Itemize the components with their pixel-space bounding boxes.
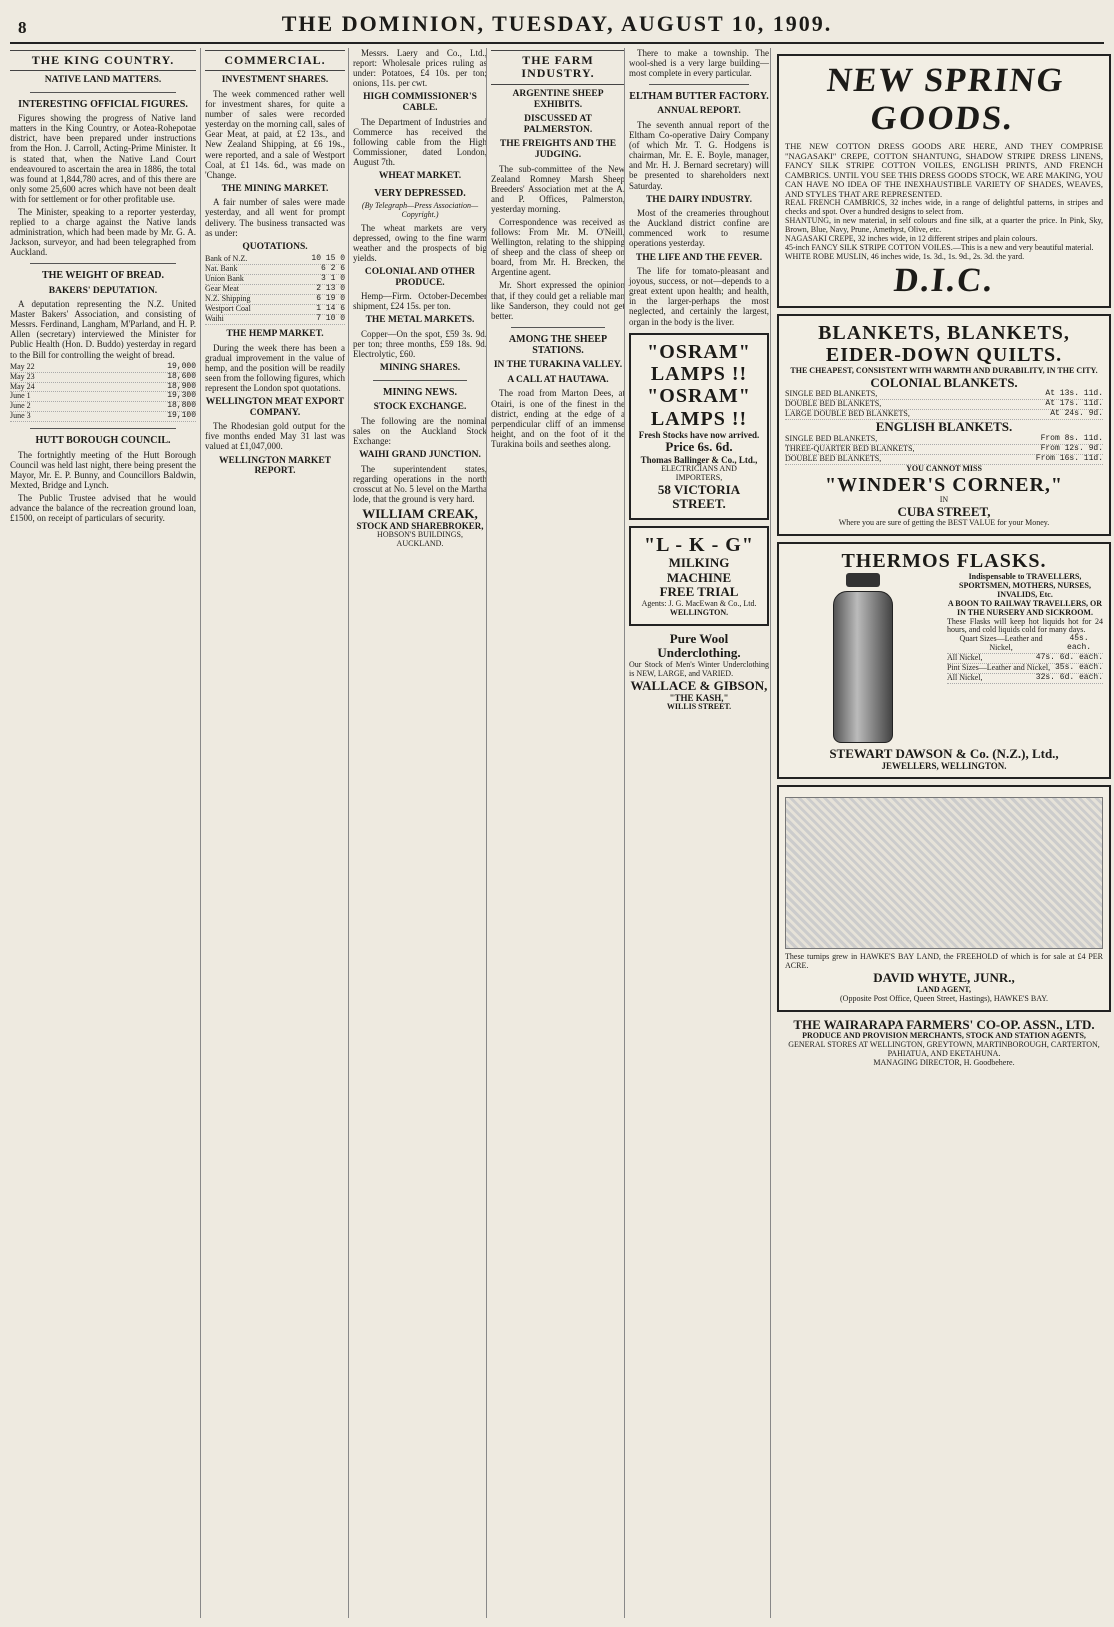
turnips-body: These turnips grew in HAWKE'S BAY LAND, the FREEHOLD of which is for sale at £4 PER ACRE. [785,952,1103,971]
divider [511,327,605,328]
spring-body: THE NEW COTTON DRESS GOODS ARE HERE, AND THEY COMPRISE "NAGASAKI" CREPE, COTTON SHANTUNG, SHADOW STRIPE DRESS LINENS, FANCY SILK STRIPE COTTON VOILES, ENGLISH PRINTS, AND FRENCH CAMBRICS. UNTIL YOU SEE THIS DRESS GOODS STOCK, WE ARE MAKING, YOU CAN HAVE NO IDEA OF THE INEXHAUSTIBLE VARIETY OF SHADES, WEAVES, AND STYLES THAT ARE REPRESENTED. [785,141,1103,199]
paragraph: Correspondence was received as follows: From Mr. M. O'Neill, Wellington, relating to the shipping of sheep and the class of sheep on board, from Mr. H. Brecken, the Argentine agent. [491,217,625,278]
paragraph: The Public Trustee advised that he would advance the balance of the recreation ground loan, £1500, on receipt of particulars of security. [10,492,196,523]
broker-address: HOBSON'S BUILDINGS, AUCKLAND. [377,530,463,549]
subheading: MINING SHARES. [379,363,461,374]
turnips-image [785,797,1103,949]
thermos-shop: STEWART DAWSON & Co. (N.Z.), Ltd., [829,745,1059,761]
table-row: Pint Sizes—Leather and Nickel, 35s. each. [947,663,1103,673]
headline: ELTHAM BUTTER FACTORY. [629,91,769,103]
thermos-city: JEWELLERS, WELLINGTON. [881,761,1007,772]
wairarapa-branches: GENERAL STORES AT WELLINGTON, GREYTOWN, MARTINBOROUGH, CARTERTON, PAHIATUA, AND EKETAHUNA. [788,1040,1100,1059]
table-row: THREE-QUARTER BED BLANKETS, From 12s. 9d. [785,443,1103,453]
subheading: THE METAL MARKETS. [365,315,475,326]
table-row: Quart Sizes—Leather and Nickel, 45s. each. [947,635,1103,654]
colonial-heading: COLONIAL BLANKETS. [870,374,1018,390]
flour-table [10,363,196,423]
blankets-in: IN [939,494,949,504]
paragraph: During the week there has been a gradual improvement in the value of hemp, and the position will be readily seen from the following figures, which represent the London spot quotations. [205,342,345,393]
table-row: Bank of N.Z. 10 15 0 [205,254,345,264]
thermos-ad [777,542,1111,779]
table-row: All Nickel, 47s. 6d. each. [947,653,1103,663]
english-heading: ENGLISH BLANKETS. [875,419,1013,435]
wairarapa-sub: PRODUCE AND PROVISION MERCHANTS, STOCK AND STATION AGENTS, [802,1031,1086,1041]
section-heading: THE KING COUNTRY. [10,50,196,71]
under-shop-alias: "THE KASH," [669,693,729,704]
lamp-address: 58 VICTORIA STREET. [657,481,741,512]
column-markets [348,48,487,1618]
column-dairy [624,48,769,1618]
quilts-title: EIDER-DOWN QUILTS. [825,344,1063,367]
paragraph: A fair number of sales were made yesterday, and all went for prompt delivery. The business transacted was as under: [205,197,345,238]
section-heading: COMMERCIAL. [205,50,345,71]
blankets-where: Where you are sure of getting the BEST VALUE for your Money. [838,518,1050,528]
table-row: All Nickel, 32s. 6d. each. [947,673,1103,683]
byline: (By Telegraph—Press Association—Copyright.) [361,200,479,219]
subheading: IN THE TURAKINA VALLEY. [493,360,623,371]
wairarapa-title: THE WAIRARAPA FARMERS' CO-OP. ASSN., LTD. [793,1016,1095,1032]
table-row: May 24 18,900 [10,381,196,391]
section-heading: THE FARM INDUSTRY. [491,50,625,85]
dic-logo: D.I.C. [892,261,996,299]
subheading: COLONIAL AND OTHER PRODUCE. [364,266,476,288]
divider [373,380,467,381]
divider [30,92,176,93]
spring-item: REAL FRENCH CAMBRICS, 32 inches wide, in a range of delightful patterns, in stripes and checks and spot. Over a hundred designs to select from. [785,198,1103,217]
table-row: SINGLE BED BLANKETS, From 8s. 11d. [785,433,1103,443]
paragraph: The following are the nominal sales on the Auckland Stock Exchange: [353,415,487,446]
paragraph: Most of the creameries throughout the Auckland district confine are commenced work to resume operations yesterday. [629,208,769,249]
lamp-company: Thomas Ballinger & Co., Ltd., [640,454,758,465]
column-commercial [200,48,345,1618]
divider [30,428,176,429]
divider [649,84,749,85]
lamp-headline: "OSRAM" LAMPS !! [647,385,751,430]
subheading: HIGH COMMISSIONER'S CABLE. [363,92,477,113]
blankets-street: CUBA STREET, [897,503,991,519]
spring-title: NEW SPRING GOODS. [825,62,1067,138]
column-advertisements [770,48,1111,1618]
table-row: June 2 18,800 [10,401,196,411]
thermos-body [785,573,1103,747]
table-row: Nat. Bank 6 2 6 [205,264,345,274]
under-address: WILLIS STREET. [666,702,732,712]
table-row: N.Z. Shipping 6 19 0 [205,294,345,304]
subheading: WAIHI GRAND JUNCTION. [359,449,481,460]
paragraph: A deputation representing the N.Z. United Master Bakers' Association, and consisting of Messrs. Ferdinand, Langham, M'Parland, and H. P. Allen (secretary) interviewed the Minister for Public Health (Hon. D. Buddo) yesterday in regard to the Bill for controlling the weight of bread. [10,299,196,360]
agent-name: DAVID WHYTE, JUNR., [873,970,1015,986]
paragraph: The superintendent states, regarding operations in the north crosscut at No. 5 level on the Martha lode, that the ground is very hard. [353,463,487,504]
flask-icon [833,591,893,743]
agent-role: LAND AGENT, [916,984,972,994]
wairarapa-director: MANAGING DIRECTOR, H. Goodbehere. [873,1058,1015,1068]
blankets-miss: YOU CANNOT MISS [906,463,982,473]
divider [30,263,176,264]
quotations-table [205,255,345,325]
blankets-shop: "WINDER'S CORNER," [824,473,1063,496]
blankets-title: BLANKETS, BLANKETS, [818,322,1070,344]
underclothing-ad [629,632,769,713]
under-title: Pure Wool Underclothing. [657,630,741,661]
table-row: Waihi 7 10 0 [205,314,345,324]
subheading: ARGENTINE SHEEP EXHIBITS. [512,88,604,110]
column-farm-industry [486,48,625,1618]
table-row: Union Bank 3 1 0 [205,274,345,284]
turnips-ad [777,785,1111,1011]
headline: VERY DEPRESSED. [374,187,466,199]
broker-name: WILLIAM CREAK, [362,505,478,521]
headline: HUTT BOROUGH COUNCIL. [35,435,171,447]
spring-item: SHANTUNG, in new material, in self colours and fine silk, at a quarter the price. In Pink, Sky, Brown, Blue, Navy, Prune, Amethyst, Olive, etc. [785,216,1103,235]
lkg-free-trial: FREE TRIAL [659,584,739,600]
subheading: THE FREIGHTS AND THE JUDGING. [499,139,617,160]
thermos-illustration [785,573,941,747]
subheading: THE DAIRY INDUSTRY. [645,194,753,205]
masthead-title: THE DOMINION, TUESDAY, AUGUST 10, 1909. [281,11,833,36]
column-king-country [10,48,196,1618]
paragraph: Figures showing the progress of Native land matters in the King Country, or Aotea-Rohepotae district, have been prepared under instructions from the Hon. J. Carroll, Acting-Prime Minister. It is stated that, when the Native Land Court endeavoured to ascertain the area in 1886, the total was found at 1,844,780 acres, and of this there are only some 25,600 acres which have not been dealt with for settlement or for other profitable use. [10,113,196,204]
subheading: INVESTMENT SHARES. [221,75,329,86]
paragraph: Messrs. Laery and Co., Ltd., report: Wholesale prices ruling as under: Potatoes, £4 10s. per ton; onions, 11s. per cwt. [353,48,487,89]
lkg-agents: Agents: J. G. MacEwan & Co., Ltd. [641,598,757,608]
agent-address: (Opposite Post Office, Queen Street, Hastings), HAWKE'S BAY. [840,993,1048,1003]
paragraph: The life for tomato-pleasant and joyous, success, or not—depends to a great extent upon health; and health, in the larger-perhaps the most neglected, and certainly the largest, organ in the body is the liver. [629,266,769,327]
table-row: June 1 19,300 [10,391,196,401]
paragraph: The sub-committee of the New Zealand Romney Marsh Sheep Breeders' Association met at the A. and P. Offices, Palmerston, yesterday morning. [491,163,625,214]
table-row: LARGE DOUBLE BED BLANKETS, At 24s. 9d. [785,409,1103,419]
headline: AMONG THE SHEEP STATIONS. [508,333,608,356]
table-row: Gear Meat 2 13 0 [205,284,345,294]
headline: THE WEIGHT OF BREAD. [41,270,165,282]
broker-ad [353,507,487,550]
subheading: THE HEMP MARKET. [226,329,324,339]
lamp-headline: "OSRAM" LAMPS !! [647,340,751,386]
thermos-sub: Indispensable to TRAVELLERS, SPORTSMEN, MOTHERS, NURSES, INVALIDS, Etc. [959,571,1091,599]
paragraph: The wheat markets are very depressed, owing to the fine warm weather and the prospects of big yields. [353,222,487,263]
table-row: June 3 19,100 [10,411,196,421]
paragraph: The seventh annual report of the Eltham Co-operative Dairy Company (of which Mr. T. G. Hodgens is chairman, Mr. E. E. Boyle, manager, and Mr. H. J. Bernard secretary) will be presented to shareholders next Saturday. [629,120,769,191]
paragraph: Copper—On the spot, £59 3s. 9d. per ton; three months, £59 18s. 9d. Electrolytic, £60. [353,329,487,360]
subheading: DISCUSSED AT PALMERSTON. [523,114,593,135]
spring-item: WHITE ROBE MUSLIN, 46 inches wide, 1s. 3d., 1s. 9d., 2s. 3d. the yard. [785,251,1025,261]
lamp-stock: Fresh Stocks have now arrived. [638,430,760,441]
thermos-desc: These Flasks will keep hot liquids hot for 24 hours, and cold liquids cold for many days. [947,616,1103,635]
subheading: WHEAT MARKET. [378,170,462,181]
headline: INTERESTING OFFICIAL FIGURES. [18,99,188,111]
headline: MINING NEWS. [383,386,457,398]
subheading: A CALL AT HAUTAWA. [507,374,609,385]
thermos-text [947,573,1103,747]
paragraph: The fortnightly meeting of the Hutt Borough Council was held last night, there being present the Mayor, Mr. E. P. Bunny, and Councillors Baldwin, Mexted, Bridge and Lynch. [10,449,196,490]
spring-item: 45-inch FANCY SILK STRIPE COTTON VOILES.—This is a new and very beautiful material. [785,243,1094,253]
paragraph: The week commenced rather well for investment shares, for quite a number of sales were recorded yesterday on the morning call, sales of Gear Meat, at paid, at £2 13s., and New Zealand Shipping, at £6 19s., were reported, and a sale of Westport Coal, at £1 14s. 6d., was made on 'Change. [205,89,345,180]
lkg-title: "L - K - G" [644,533,754,556]
paragraph: There to make a township. The wool-shed is a very large building—most complete in every particular. [629,48,769,79]
spring-goods-ad [777,54,1111,308]
lamp-price: Price 6s. 6d. [665,439,733,455]
table-row: May 22 19,000 [10,361,196,371]
under-body: Our Stock of Men's Winter Underclothing is NEW, LARGE, and VARIED. [629,659,769,678]
subheading: WELLINGTON MEAT EXPORT COMPANY. [205,397,345,418]
osram-lamps-ad [629,333,769,520]
paragraph: Hemp—Firm. October-December shipment, £24 15s. per ton. [353,291,487,312]
subheading: STOCK EXCHANGE. [373,402,467,413]
masthead [10,10,1104,44]
paragraph: The Department of Industries and Commerce has received the following cable from the High Commissioner, dated London, August 7th. [353,116,487,167]
lkg-subtitle: MILKING MACHINE [666,555,732,585]
table-row: Westport Coal 1 14 6 [205,304,345,314]
paragraph: The Minister, speaking to a reporter yesterday, replied to a charge against the Native lands administration, which had been made by Mr. G. A. Jackson, surveyor, and had been telegraphed from Auckland. [10,206,196,258]
paragraph: Mr. Short expressed the opinion that, if they could get a reliable man like Sanderson, they could not get better. [491,280,625,321]
lkg-city: WELLINGTON. [669,607,729,617]
subheading: THE LIFE AND THE FEVER. [635,252,763,263]
table-row: DOUBLE BED BLANKETS, At 17s. 11d. [785,399,1103,409]
subheading: NATIVE LAND MATTERS. [44,75,162,86]
paragraph: The road from Marton Dees, at Otairi, is one of the finest in the district, ending at the edge of a perpendicular cliff of an immense height, and on the foot of it the Turakina boils and seethes along. [491,388,625,449]
thermos-title: THERMOS FLASKS. [841,550,1047,573]
subheading: WELLINGTON MARKET REPORT. [219,455,331,477]
page-number: 8 [18,18,27,37]
subheading: THE MINING MARKET. [221,183,329,194]
wairarapa-ad [777,1018,1111,1068]
subheading: ANNUAL REPORT. [657,106,741,117]
subheading: BAKERS' DEPUTATION. [48,285,158,296]
table-row: SINGLE BED BLANKETS, At 13s. 11d. [785,389,1103,399]
paragraph: The Rhodesian gold output for the five months ended May 31 last was valued at £1,047,000. [205,421,345,452]
table-row: May 23 18,600 [10,371,196,381]
broker-line: STOCK AND SHAREBROKER, [356,521,484,532]
under-shop: WALLACE & GIBSON, [630,677,768,693]
thermos-boon: A BOON TO RAILWAY TRAVELLERS, OR IN THE NURSERY AND SICKROOM. [947,598,1103,617]
blankets-tagline: THE CHEAPEST, CONSISTENT WITH WARMTH AND DURABILITY, IN THE CITY. [790,365,1098,375]
blankets-ad [777,314,1111,536]
spring-item: NAGASAKI CREPE, 32 inches wide, in 12 different stripes and plain colours. [785,234,1038,244]
subheading: QUOTATIONS. [242,241,308,252]
milking-machine-ad [629,526,769,626]
table-row: DOUBLE BED BLANKETS, From 16s. 11d. [785,453,1103,463]
flask-cap-icon [846,573,880,587]
lamp-trade: ELECTRICIANS AND IMPORTERS, [661,463,737,482]
